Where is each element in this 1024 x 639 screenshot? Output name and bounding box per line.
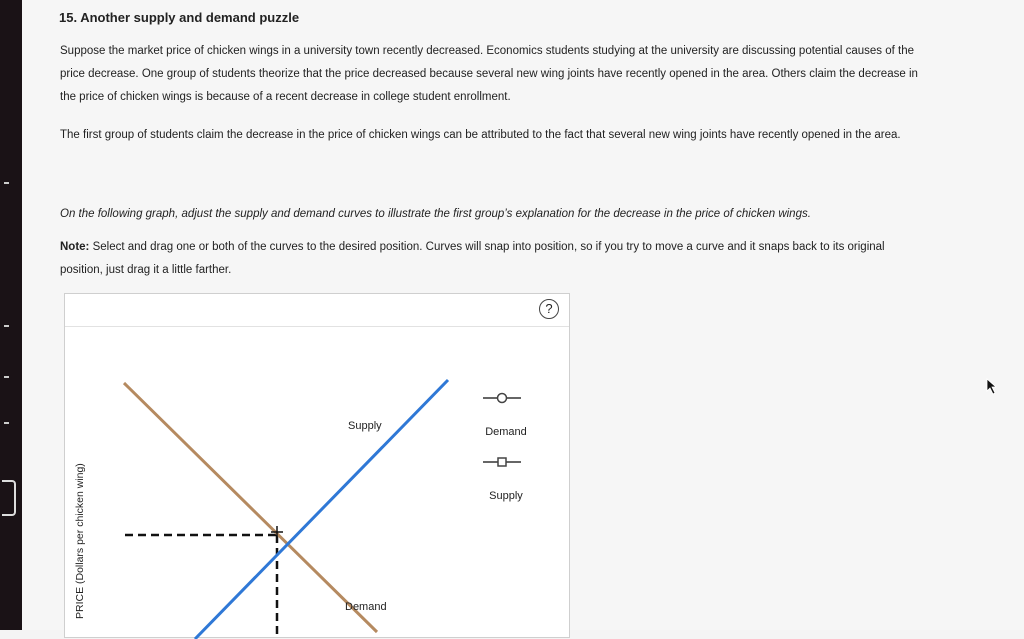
y-axis-label: PRICE (Dollars per chicken wing) [74,463,86,619]
demand-curve-label: Demand [345,601,387,613]
question-title: 15. Another supply and demand puzzle [59,10,300,25]
bezel-mark [4,325,9,327]
supply-curve[interactable] [195,380,448,639]
supply-tool-label: Supply [489,490,523,502]
help-button[interactable]: ? [539,299,559,319]
supply-curve-label: Supply [348,420,382,432]
supply-tool-square-icon [498,458,506,466]
question-page [22,0,1024,630]
supply-demand-graph [65,294,571,639]
note-label: Note: [60,241,90,253]
graph-panel [64,293,570,638]
instruction-text: On the following graph, adjust the supply and demand curves to illustrate the first group’s explanation for the decrease in the price of chicken wings. [60,208,811,220]
bezel-side-button [2,480,16,516]
demand-tool-label: Demand [485,426,527,438]
demand-tool[interactable] [483,394,527,439]
bezel-mark [4,422,9,424]
scenario-paragraph: Suppose the market price of chicken wings in a university town recently decreased. Economics students studying at the university are discussing potential causes of the price decrease. One group of students theorize that the price decreased because several new wing joints have recently opened in the area. Others claim the decrease in the price of chicken wings is because of a recent decrease in college student enrollment. [60,45,918,103]
supply-tool[interactable] [483,458,523,502]
bezel-mark [4,182,9,184]
left-bezel [0,0,22,630]
bezel-mark [4,376,9,378]
demand-curve[interactable] [124,383,377,632]
demand-tool-circle-icon [498,394,507,403]
note-paragraph [60,236,930,282]
claim-paragraph: The first group of students claim the decrease in the price of chicken wings can be attributed to the fact that several new wing joints have recently opened in the area. [60,129,901,141]
note-text: Select and drag one or both of the curves to the desired position. Curves will snap into position, so if you try to move a curve and it snaps back to its original position, just drag it a little farther. [60,241,885,276]
mouse-cursor-icon [986,378,1000,396]
